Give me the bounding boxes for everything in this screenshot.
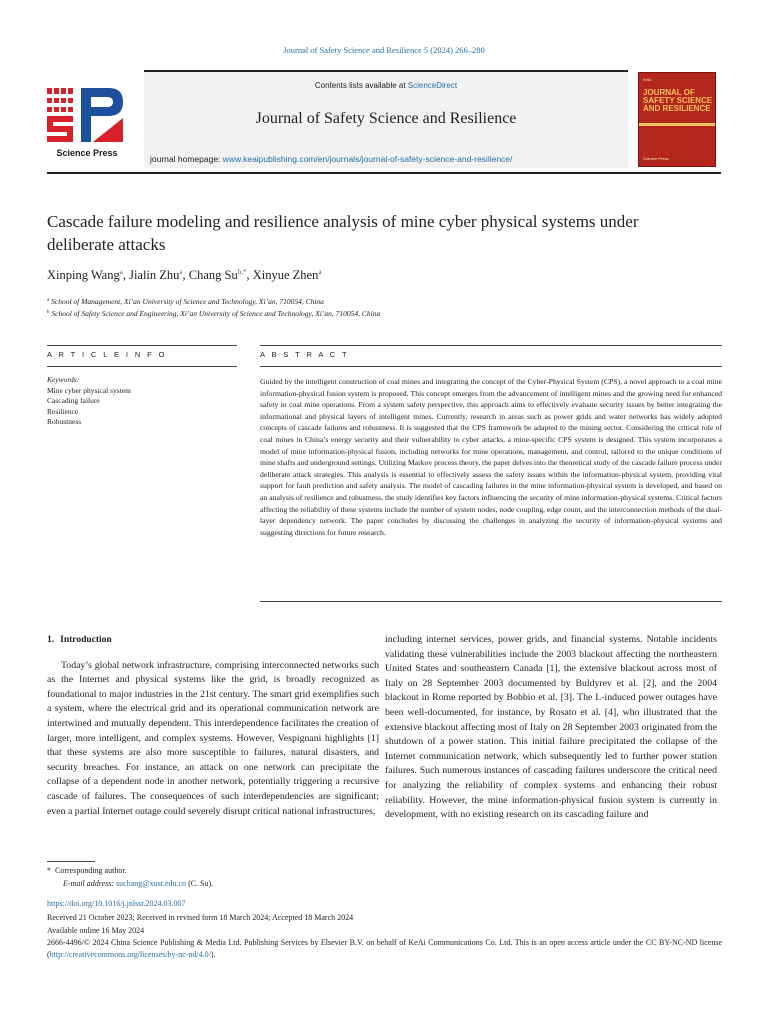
license-text: 2666-4496/© 2024 China Science Publishing & Media Ltd. Publishing Services by Elsevier B.V. on behalf of KeAi Communications Co. Ltd. This is an open access article under the CC BY-NC-ND license ( [47,938,722,959]
cover-band [639,123,716,126]
cover-title: JOURNAL OF SAFETY SCIENCE AND RESILIENCE [643,88,713,113]
author-name[interactable]: Xinyue Zhen [252,268,319,282]
online-date: Available online 16 May 2024 [47,925,145,935]
article-dates [47,912,353,937]
section-heading [47,633,379,648]
section-title: Introduction [60,635,112,645]
journal-name: Journal of Safety Science and Resilience [255,110,517,127]
publisher-name: Science Press [56,148,118,158]
abstract-rule-top [260,345,722,346]
email-note [63,879,213,888]
corresponding-text: Corresponding author. [55,866,127,875]
journal-homepage-link[interactable]: www.keaipublishing.com/en/journals/journal-of-safety-science-and-resilience/ [222,154,513,164]
author-name[interactable]: Xinping Wang [47,268,120,282]
affiliations [47,295,380,319]
homepage-prefix: journal homepage: [150,154,223,164]
received-dates: Received 21 October 2023; Received in revised form 18 March 2024; Accepted 18 March 2024 [47,913,354,922]
abstract-rule-bottom [260,601,722,602]
email-suffix: (C. Su). [188,879,214,888]
abstract-label: A B S T R A C T [260,350,349,359]
section-number: 1. [47,635,55,645]
author-separator: , [246,268,253,282]
body-column-right [385,633,717,823]
journal-banner [144,70,628,168]
license-link[interactable]: http://creativecommons.org/licenses/by-nc-nd/4.0/ [49,949,211,959]
keyword: Mine cyber physical system [47,385,131,395]
author-separator: , [182,268,189,282]
intro-paragraph-right: including internet services, power grids, and financial systems. Notable incidents validating these vulnerabilities include the 2003 blackout affecting the northeastern United States and southeastern Canada [1], the extensive blackout across most of Italy on 28 September 2003 documented by Buldyrev et al. [2], and the 2004 blackout in Rome reported by Bobbio et al. [3]. The L-induced power outages have been well-documented, for instance, by Rosato et al. [4], who illustrated that the extensive blackout affecting most of Italy on 28 September 2003 originated from the shutdown of a power station. This initial failure precipitated the collapse of the Internet communication network, which subsequently led to further power station failures. Such numerous instances of cascading failures underscore the critical need for analyzing the reliability of complex systems and enhancing their robust reliability. However, the mine information-physical fusion system is currently in development, with no existing research on its cascading failure and [385,634,717,821]
article-info-label: A R T I C L E I N F O [47,350,167,359]
author-name[interactable]: Jialin Zhu [129,268,180,282]
abstract-rule [260,366,722,367]
author-affil-mark[interactable]: a [179,268,183,276]
author-separator: , [122,268,130,282]
license-statement [47,937,722,961]
doi-link[interactable]: https://doi.org/10.1016/j.jnlssr.2024.03.007 [47,899,186,908]
running-head[interactable]: Journal of Safety Science and Resilience 5 (2024) 266–280 [283,45,485,55]
abstract-text: Guided by the intelligent construction of coal mines and integrating the concept of the Cyber-Physical System (CPS), a novel approach to a coal mine information-physical fusion system is proposed. This concept emerges from the advancement of intelligent mines and the growing need for enhanced safety in coal mine operations. From a system safety perspective, this approach aims to effectively evaluate security issues by better integrating the informational and physical layers of intelligent mines. Currently, research in areas such as power grids and water networks has widely adopted concepts of cascade failures and robustness. It is suggested that the CPS framework be adapted to the mining sector. Considering the critical role of coal mines in China’s energy security and their vulnerability to cyber attacks, a mine-specific CPS system is designed. This system incorporates a model of mine information-physical fusion, including networks for mine operations, management, and control, tailored to the unique conditions of mine shafts and underground settings. Utilizing Markov process theory, the paper delves into the theoretical study of the cascade failure process under deliberate attack strategies. This analysis is essential to effectively assess the safety issues within the information-physical system, providing vital support for fault prediction and safety analysis. The model of cascading failures in the mine information-physical system is developed, and based on an analysis of resilience and robustness, the study identifies key factors influencing the security of mine information-physical systems. Critical factors affecting the reliability of these systems include the number of system nodes, node coupling, edge count, and the interconnection methods of the dual-layer dependency network. The paper concludes by discussing the challenges in analyzing the security of information-physical systems and suggesting directions for future research. [260,377,722,537]
article-info-rule-top [47,345,237,346]
journal-cover-thumbnail-icon[interactable] [638,72,716,167]
footnote-rule [47,861,95,862]
keyword: Robustness [47,417,82,426]
email-label: E-mail address: [63,879,115,888]
keywords [47,375,237,428]
keyword: Resilience [47,406,79,416]
affiliation [47,295,380,307]
corresponding-author-note [47,866,127,875]
keywords-label: Keywords: [47,375,80,384]
article-title: Cascade failure modeling and resilience analysis of mine cyber physical systems under deliberate attacks [47,212,639,254]
article-info-rule [47,366,237,367]
author-affil-mark[interactable]: a [318,268,322,276]
keyword: Cascading failure [47,396,100,405]
intro-paragraph-left: Today’s global network infrastructure, comprising interconnected networks such as the Internet and physical systems like the grid, is broadly recognized as foundational to major industries in the 21st century. The smart grid exemplifies such a system, where the electrical grid and its operational communication network are intertwined and mutually dependent. This interdependence facilitates the creation of larger, more intelligent, and complex systems. However, Vespignani highlights [1] that these systems are also more susceptible to failures, natural disasters, and security breaches. For instance, an attack on one network can precipitate the collapse of a dependent node in another network, potentially triggering a recursive cascade of failures. The consequences of such interdependencies are significant; even a partial Internet outage could severely disrupt critical national infrastructures, [47,659,379,817]
doi [47,899,186,908]
sciencedirect-link[interactable]: ScienceDirect [407,81,458,90]
email-link[interactable]: suchang@xust.edu.cn [116,879,187,888]
affiliation-text: School of Safety Science and Engineering, Xi’an University of Science and Technology, Xi’an, 710054, China [51,309,381,318]
masthead [47,70,721,170]
contents-prefix: Contents lists available at [314,81,408,90]
cover-bottom-text: Science Press [643,156,669,161]
affiliation [47,307,380,319]
author-name[interactable]: Chang Su [188,268,238,282]
homepage-line [150,154,512,164]
corresponding-mark: * [47,866,51,875]
body-column-left [47,633,379,819]
author-list [47,268,321,283]
masthead-rule [47,172,721,174]
author-affil-mark[interactable]: b,* [237,268,247,276]
cover-top-text: KeAi [643,77,652,82]
affiliation-mark: b [47,310,50,315]
affiliation-text: School of Management, Xi’an University of Science and Technology, Xi’an, 710054, China [51,297,324,306]
contents-line [144,81,628,90]
affiliation-mark: a [47,298,50,303]
author-affil-mark[interactable]: a [119,268,123,276]
license-suffix: ). [210,949,216,959]
